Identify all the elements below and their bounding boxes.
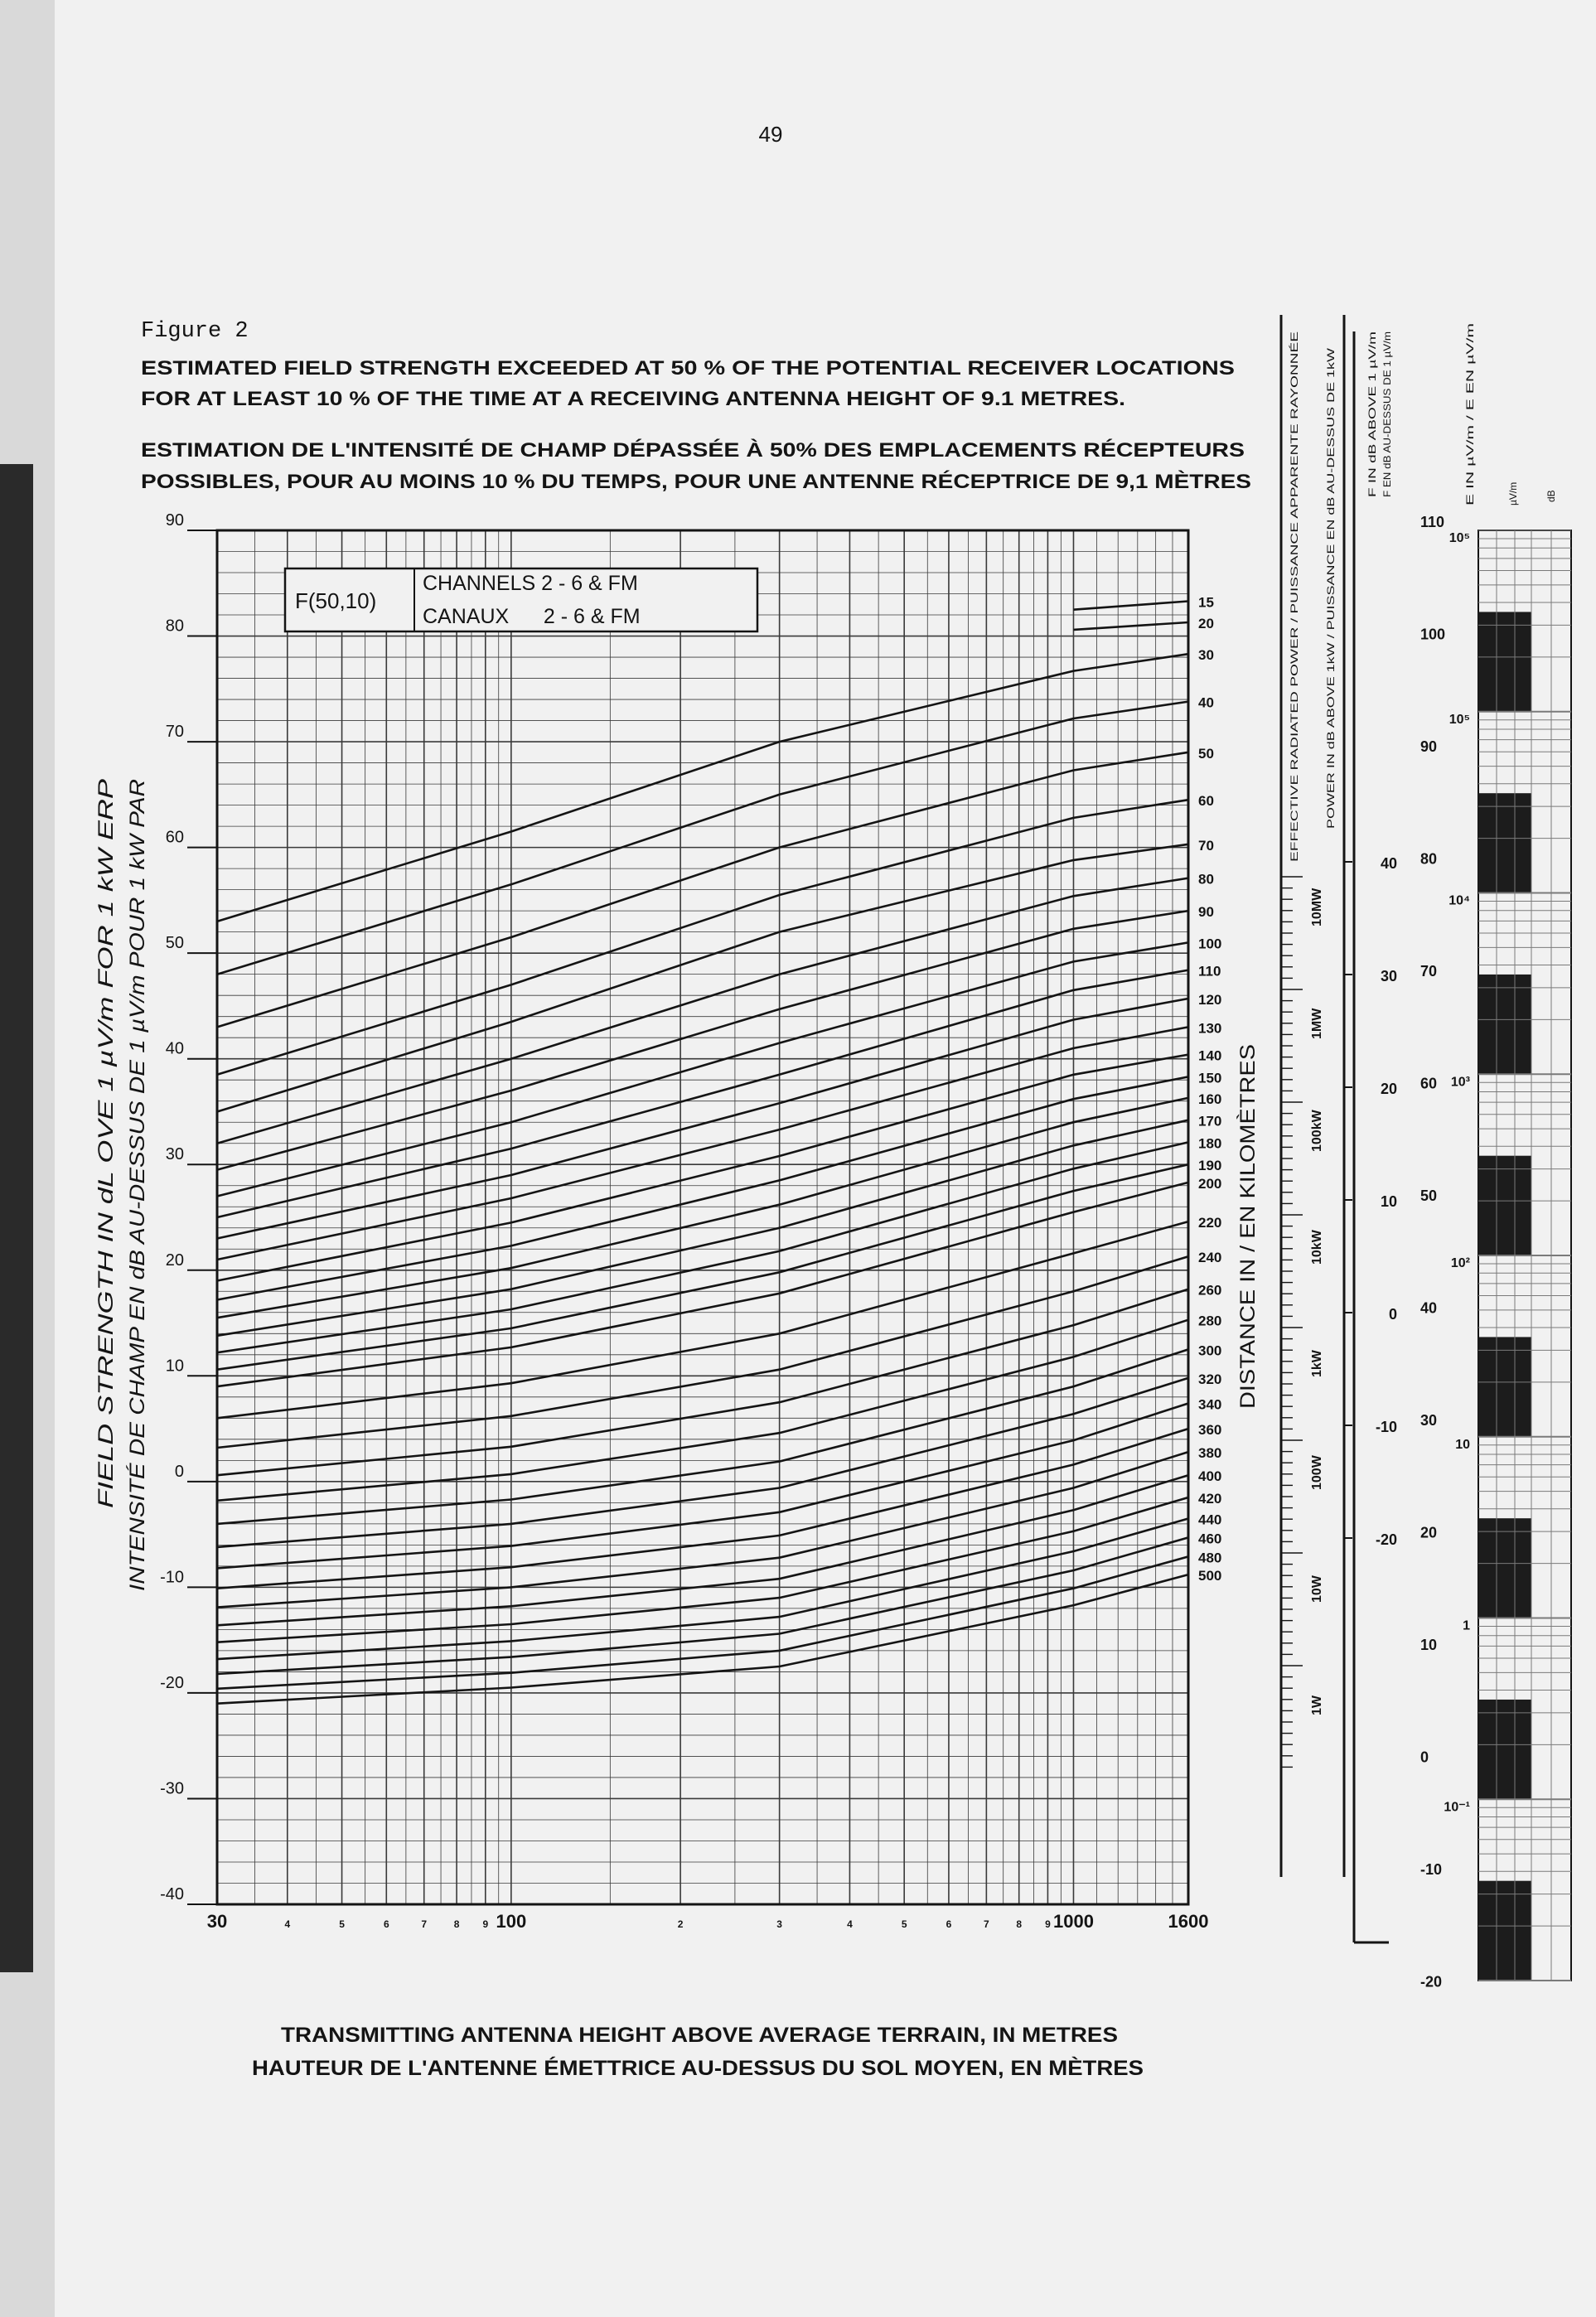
y-tick-label: 50 <box>165 934 184 953</box>
distance-curve-70 <box>217 844 1188 1112</box>
y-tick-label: -10 <box>160 1568 184 1587</box>
distance-label-50: 50 <box>1198 745 1214 762</box>
field-scale-title-1: F IN dB ABOVE 1 µV/m <box>1366 392 1378 497</box>
distance-label-130: 130 <box>1198 1020 1222 1037</box>
distance-curve-80 <box>217 878 1188 1144</box>
distance-curve-120 <box>217 999 1188 1239</box>
x-tick-label: 8 <box>453 1918 460 1930</box>
erp-label: 10W <box>1310 1575 1324 1603</box>
field-label: 50 <box>1420 1188 1438 1204</box>
uvm-label: 10³ <box>1450 1075 1470 1090</box>
x-tick-label: 100 <box>496 1911 527 1932</box>
distance-curve-20 <box>1074 622 1189 630</box>
y-tick-label: -20 <box>160 1673 184 1692</box>
dbw-label: -10 <box>1375 1419 1397 1435</box>
distance-label-15: 15 <box>1198 594 1214 611</box>
erp-label: 10MW <box>1310 888 1324 926</box>
distance-label-110: 110 <box>1198 963 1221 980</box>
x-tick-label: 9 <box>482 1918 489 1930</box>
y-axis-title-en: FIELD STRENGTH IN dL OVE 1 µV/m FOR 1 kW ERP <box>94 1003 118 1508</box>
erp-scale <box>1281 315 1324 1877</box>
x-tick-label: 30 <box>206 1911 228 1932</box>
distance-label-420: 420 <box>1198 1490 1222 1507</box>
field-label: -20 <box>1420 1973 1443 1990</box>
erp-label: 1MW <box>1310 1008 1324 1039</box>
legend-channels: CHANNELS 2 - 6 & FM <box>423 572 638 595</box>
distance-label-30: 30 <box>1198 647 1214 664</box>
uvm-label: 10² <box>1450 1256 1470 1270</box>
field-label: 90 <box>1420 738 1438 755</box>
figure-svg <box>55 0 1596 2317</box>
dbw-label: 20 <box>1380 1081 1397 1097</box>
dbw-label: 10 <box>1380 1193 1397 1210</box>
distance-label-280: 280 <box>1198 1313 1222 1329</box>
distance-curves <box>217 602 1188 1704</box>
uvm-dark-band <box>1478 1881 1531 1981</box>
legend-canaux: CANAUX 2 - 6 & FM <box>423 605 641 628</box>
distance-curve-110 <box>217 970 1188 1217</box>
field-label: -10 <box>1420 1861 1443 1878</box>
page-number: 49 <box>758 122 783 147</box>
y-tick-label: 10 <box>165 1357 184 1376</box>
distance-label-200: 200 <box>1198 1175 1222 1192</box>
y-tick-label: -30 <box>160 1779 184 1798</box>
x-tick-label: 7 <box>421 1918 428 1930</box>
title-en-line-1: ESTIMATED FIELD STRENGTH EXCEEDED AT 50 % OF THE POTENTIAL RECEIVER LOCATIONS <box>141 357 1235 380</box>
title-fr-line-2: POSSIBLES, POUR AU MOINS 10 % DU TEMPS, POUR UNE ANTENNE RÉCEPTRICE DE 9,1 MÈTRES <box>141 471 1092 493</box>
uvm-dark-band <box>1478 975 1531 1074</box>
uvm-label: 10⁵ <box>1448 531 1470 545</box>
uvm-scale-unit: µV/m <box>1507 481 1519 505</box>
document-page <box>55 0 1596 2317</box>
dbw-label: 30 <box>1380 968 1397 984</box>
x-tick-label: 1000 <box>1053 1911 1094 1932</box>
dbw-label: 0 <box>1388 1306 1397 1323</box>
distance-curve-440 <box>217 1519 1188 1660</box>
distance-curve-200 <box>217 1183 1188 1386</box>
legend-box <box>285 568 757 631</box>
uvm-dark-band <box>1478 1337 1531 1436</box>
dbw-label: 40 <box>1380 855 1397 872</box>
y-axis <box>160 511 217 1904</box>
x-tick-label: 6 <box>383 1918 389 1930</box>
distance-label-400: 400 <box>1198 1468 1222 1485</box>
db-scale-unit: dB <box>1545 490 1557 502</box>
uvm-scale <box>1444 323 1571 1981</box>
distance-label-320: 320 <box>1198 1371 1222 1387</box>
y-tick-label: 0 <box>174 1462 184 1481</box>
y-tick-label: 30 <box>165 1145 184 1164</box>
distance-label-40: 40 <box>1198 694 1214 711</box>
distance-label-360: 360 <box>1198 1422 1222 1439</box>
figure-label: Figure 2 <box>141 319 249 344</box>
x-tick-label: 1600 <box>1168 1911 1209 1932</box>
uvm-label: 1 <box>1463 1618 1470 1633</box>
uvm-label: 10⁻¹ <box>1444 1800 1470 1815</box>
distance-label-120: 120 <box>1198 991 1222 1008</box>
legend-f5010: F(50,10) <box>295 588 377 613</box>
title-en-line-2: FOR AT LEAST 10 % OF THE TIME AT A RECEIVING ANTENNA HEIGHT OF 9.1 METRES. <box>141 388 1125 410</box>
x-tick-label: 3 <box>776 1918 782 1930</box>
uvm-dark-band <box>1478 1156 1531 1255</box>
title-fr-line-1: ESTIMATION DE L'INTENSITÉ DE CHAMP DÉPASSÉE À 50% DES EMPLACEMENTS RÉCEPTEURS <box>141 439 1071 462</box>
distance-curve-240 <box>217 1256 1188 1448</box>
distance-label-480: 480 <box>1198 1550 1222 1566</box>
x-tick-label: 5 <box>339 1918 345 1930</box>
distance-label-300: 300 <box>1198 1342 1222 1359</box>
field-label: 60 <box>1420 1075 1438 1092</box>
plot-frame <box>217 530 1188 1904</box>
erp-label: 10kW <box>1310 1230 1324 1265</box>
field-label: 0 <box>1420 1749 1429 1766</box>
uvm-dark-band <box>1478 612 1531 711</box>
uvm-dark-band <box>1478 1700 1531 1799</box>
dbw-scale-title: POWER IN dB ABOVE 1kW / PUISSANCE EN dB AU-DESSUS DE 1kW <box>1325 507 1337 829</box>
x-tick-label: 2 <box>677 1918 684 1930</box>
distance-curve-180 <box>217 1142 1188 1352</box>
distance-label-80: 80 <box>1198 871 1214 888</box>
x-tick-label: 8 <box>1016 1918 1023 1930</box>
field-scale-title-2: F EN dB AU-DESSUS DE 1 µV/m <box>1381 348 1393 497</box>
distance-label-70: 70 <box>1198 837 1214 854</box>
distance-label-380: 380 <box>1198 1445 1222 1462</box>
distance-label-170: 170 <box>1198 1113 1222 1129</box>
x-tick-label: 5 <box>901 1918 907 1930</box>
dbw-label: -20 <box>1375 1531 1397 1548</box>
field-label: 100 <box>1420 626 1446 643</box>
distance-curve-30 <box>217 654 1188 921</box>
x-tick-label: 7 <box>984 1918 989 1930</box>
field-label: 80 <box>1420 850 1438 868</box>
field-scale <box>1354 331 1445 1990</box>
uvm-label: 10 <box>1455 1437 1470 1452</box>
distance-label-150: 150 <box>1198 1070 1222 1086</box>
y-tick-label: 70 <box>165 723 184 742</box>
dbw-scale <box>1325 315 1397 1877</box>
distance-label-90: 90 <box>1198 904 1214 921</box>
distance-label-190: 190 <box>1198 1158 1222 1174</box>
distance-label-240: 240 <box>1198 1250 1222 1266</box>
distance-curve-140 <box>217 1055 1188 1281</box>
y-tick-label: -40 <box>160 1885 184 1903</box>
erp-label: 100W <box>1310 1455 1324 1490</box>
distance-labels <box>1198 594 1221 1584</box>
field-label: 20 <box>1420 1524 1438 1541</box>
y-tick-label: 90 <box>165 511 184 530</box>
x-tick-label: 4 <box>284 1918 291 1930</box>
distance-axis-title: DISTANCE IN / EN KILOMÈTRES <box>1236 1093 1260 1409</box>
distance-label-500: 500 <box>1198 1568 1222 1584</box>
y-tick-label: 20 <box>165 1250 184 1270</box>
distance-curve-15 <box>1074 602 1189 610</box>
distance-label-260: 260 <box>1198 1282 1222 1299</box>
uvm-label: 10⁴ <box>1448 893 1470 908</box>
distance-label-20: 20 <box>1198 615 1214 631</box>
y-tick-label: 40 <box>165 1039 184 1058</box>
field-label: 110 <box>1420 514 1445 530</box>
x-axis-title-fr: HAUTEUR DE L'ANTENNE ÉMETTRICE AU-DESSUS DU SOL MOYEN, EN MÈTRES <box>252 2057 1062 2080</box>
erp-scale-title: EFFECTIVE RADIATED POWER / PUISSANCE APPARENTE RAYONNÉE <box>1289 529 1300 862</box>
chart-grid <box>217 530 1188 1904</box>
x-tick-label: 4 <box>847 1918 853 1930</box>
field-label: 70 <box>1420 963 1438 980</box>
field-label: 10 <box>1420 1637 1438 1653</box>
erp-label: 1W <box>1310 1695 1324 1715</box>
y-axis-title-fr: INTENSITÉ DE CHAMP EN dB AU-DESSUS DE 1 µV/m POUR 1 kW PAR <box>126 905 149 1591</box>
distance-label-180: 180 <box>1198 1135 1222 1152</box>
field-label: 40 <box>1420 1299 1438 1317</box>
adjacent-page-strip <box>0 464 33 1972</box>
distance-label-340: 340 <box>1198 1396 1222 1413</box>
distance-curve-100 <box>217 942 1188 1196</box>
uvm-dark-band <box>1478 1518 1531 1618</box>
distance-curve-420 <box>217 1497 1188 1642</box>
distance-label-160: 160 <box>1198 1091 1222 1107</box>
field-label: 30 <box>1420 1412 1438 1429</box>
distance-label-100: 100 <box>1198 936 1222 952</box>
x-tick-label: 9 <box>1045 1918 1051 1930</box>
distance-curve-150 <box>217 1076 1188 1299</box>
y-tick-label: 80 <box>165 617 184 636</box>
y-tick-label: 60 <box>165 828 184 847</box>
distance-curve-40 <box>217 702 1188 975</box>
uvm-scale-title: E IN µV/m / E EN µV/m <box>1464 402 1476 505</box>
erp-label: 100kW <box>1310 1110 1324 1152</box>
uvm-dark-band <box>1478 793 1531 892</box>
uvm-label: 10⁵ <box>1448 712 1470 727</box>
distance-label-60: 60 <box>1198 793 1214 810</box>
erp-label: 1kW <box>1310 1350 1324 1377</box>
x-axis <box>207 1911 1209 1932</box>
distance-label-220: 220 <box>1198 1215 1222 1231</box>
x-axis-title-en: TRANSMITTING ANTENNA HEIGHT ABOVE AVERAGE TERRAIN, IN METRES <box>281 2024 1118 2047</box>
distance-curve-380 <box>217 1452 1188 1608</box>
distance-label-460: 460 <box>1198 1531 1222 1547</box>
distance-label-140: 140 <box>1198 1047 1222 1064</box>
distance-label-440: 440 <box>1198 1512 1222 1528</box>
x-tick-label: 6 <box>946 1918 952 1930</box>
distance-curve-360 <box>217 1429 1188 1589</box>
